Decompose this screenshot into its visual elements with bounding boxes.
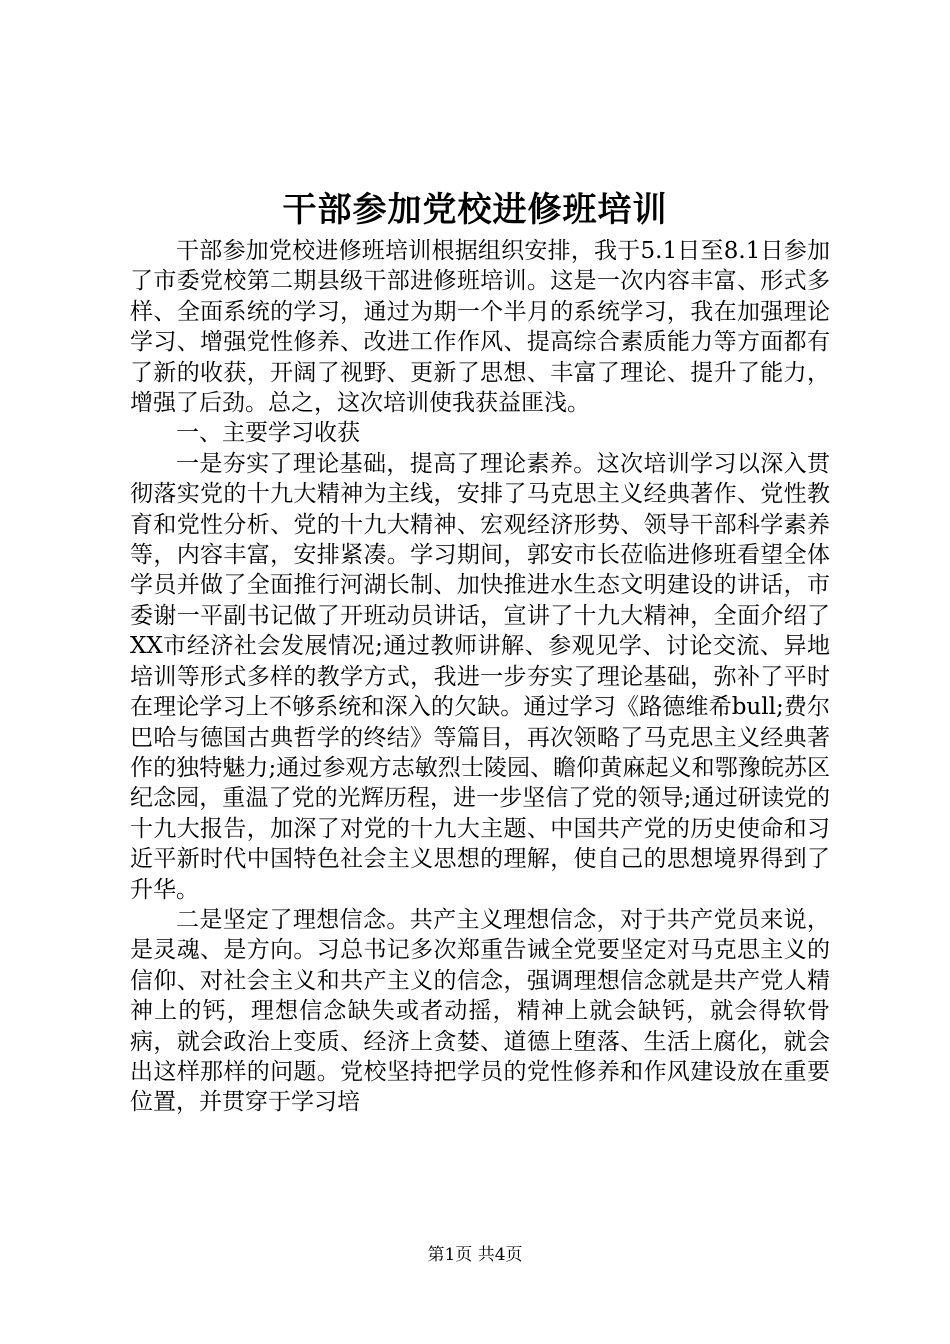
section-heading: 一、主要学习收获 [176,420,360,447]
page-number: 第1页 共4页 [427,1245,523,1265]
document-title: 干部参加党校进修班培训 [282,190,668,230]
paragraph-intro: 干部参加党校进修班培训根据组织安排，我于5.1日至8.1日参加了市委党校第二期县级干部进修班培训。这是一次内容丰富、形式多样、全面系统的学习，通过为期一个半月的系统学习，我在加强理论学习、增强党性修养、改进工作作风、提高综合素质能力等方面都有了新的收获，开阔了视野、更新了思想、丰富了理论、提升了能力，增强了后劲。总之，这次培训使我获益匪浅。 [130,238,830,417]
document-body [130,236,830,1118]
paragraph-theory: 一是夯实了理论基础，提高了理论素养。这次培训学习以深入贯彻落实党的十九大精神为主线，安排了马克思主义经典著作、党性教育和党性分析、党的十九大精神、宏观经济形势、领导干部科学素养等，内容丰富，安排紧凑。学习期间，郭安市长莅临进修班看望全体学员并做了全面推行河湖长制、加快推进水生态文明建设的讲话，市委谢一平副书记做了开班动员讲话，宣讲了十九大精神，全面介绍了XX市经济社会发展情况;通过教师讲解、参观见学、讨论交流、异地培训等形式多样的教学方式，我进一步夯实了理论基础，弥补了平时在理论学习上不够系统和深入的欠缺。通过学习《路德维希bull;费尔巴哈与德国古典哲学的终结》等篇目，再次领略了马克思主义经典著作的独特魅力;通过参观方志敏烈士陵园、瞻仰黄麻起义和鄂豫皖苏区纪念园，重温了党的光辉历程，进一步坚信了党的领导;通过研读党的十九大报告，加深了对党的十九大主题、中国共产党的历史使命和习近平新时代中国特色社会主义思想的理解，使自己的思想境界得到了升华。 [130,450,830,903]
paragraph-ideals: 二是坚定了理想信念。共产主义理想信念，对于共产党员来说，是灵魂、是方向。习总书记多次郑重告诫全党要坚定对马克思主义的信仰、对社会主义和共产主义的信念，强调理想信念就是共产党人精神上的钙，理想信念缺失或者动摇，精神上就会缺钙，就会得软骨病，就会政治上变质、经济上贪婪、道德上堕落、生活上腐化，就会出这样那样的问题。党校坚持把学员的党性修养和作风建设放在重要位置，并贯穿于学习培 [130,906,830,1116]
